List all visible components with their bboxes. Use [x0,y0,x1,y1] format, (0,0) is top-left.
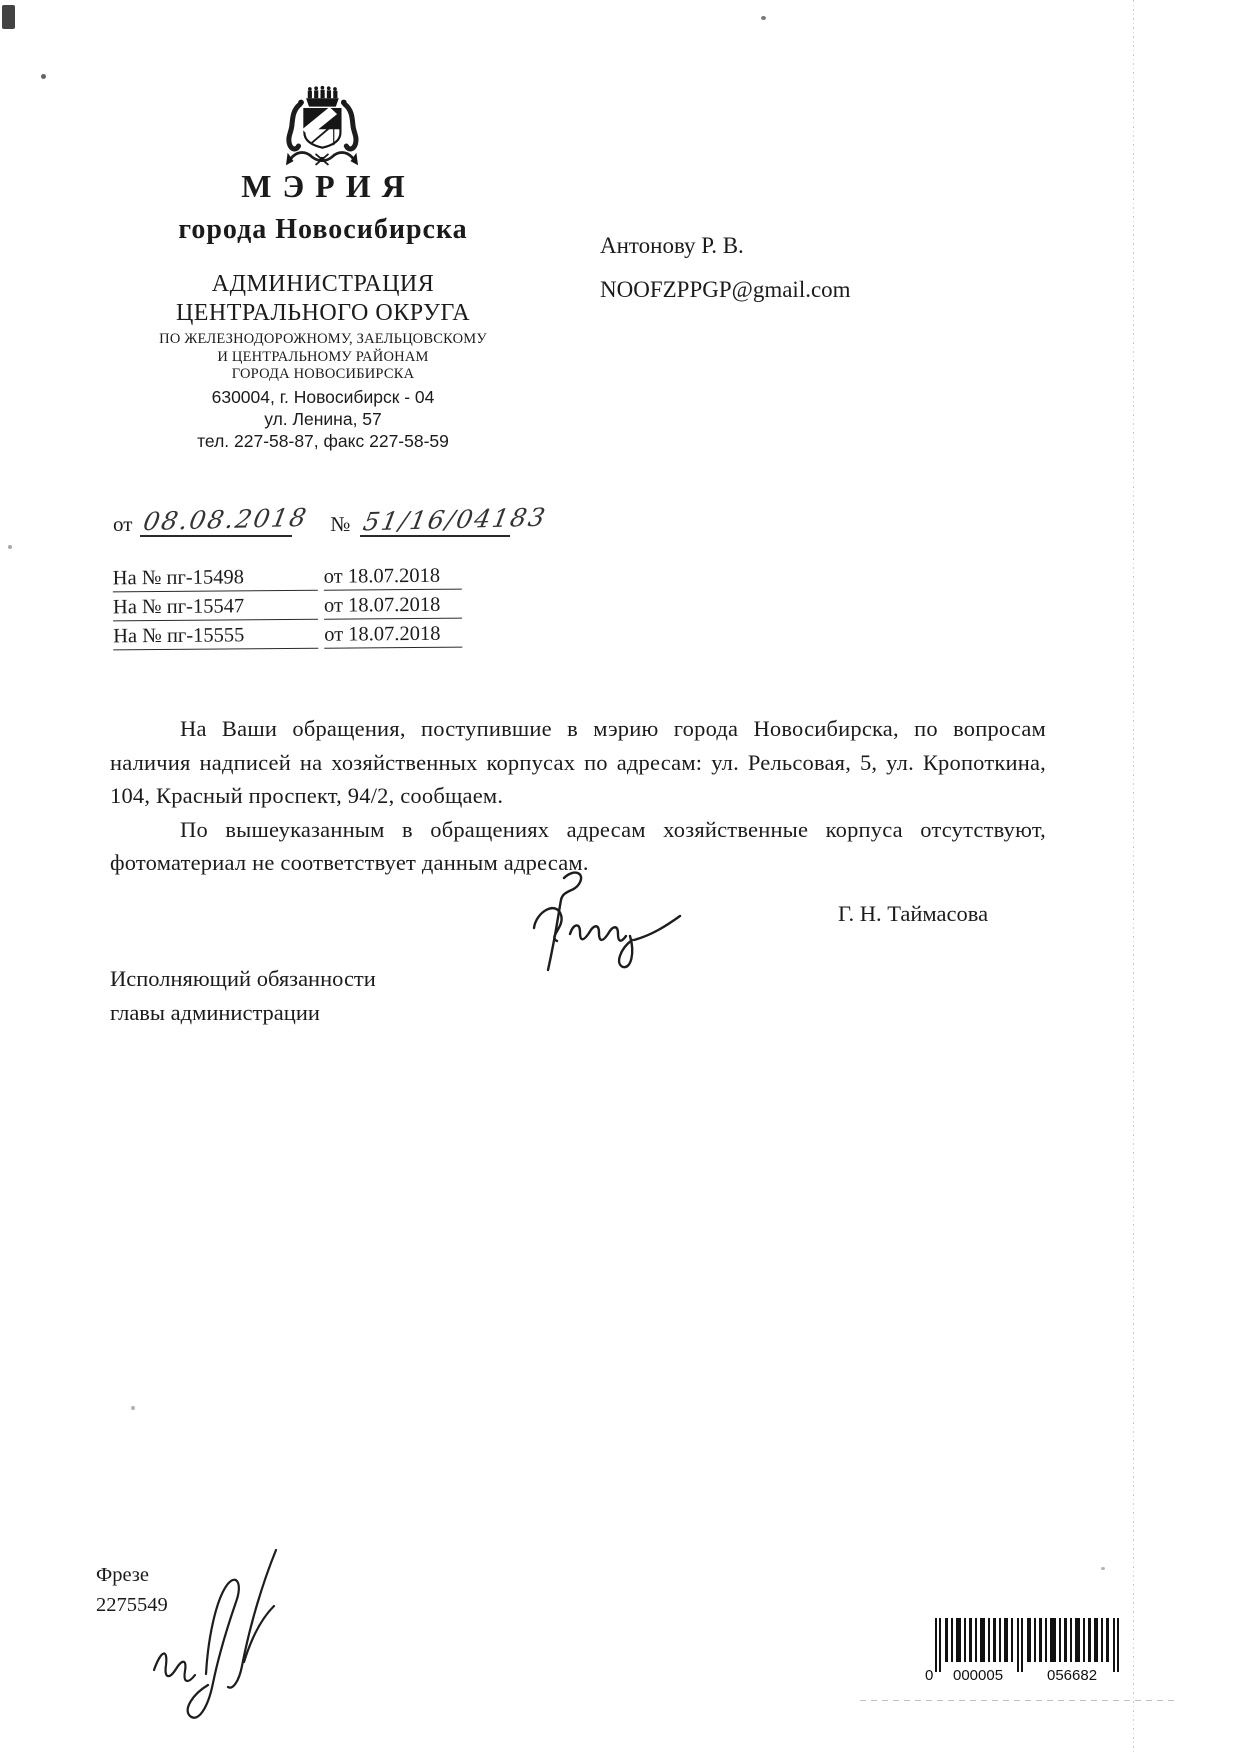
barcode [925,1618,1130,1684]
scan-fold-line-horizontal [860,1700,1178,1701]
recipient-name: Антонову Р. В. [600,233,744,258]
outgoing-number-handwritten: 51/16/04183 [361,502,550,537]
executor-phone: 2275549 [96,1594,168,1616]
body-paragraph-2: По вышеуказанным в обращениях адресам хозяйственные корпуса отсутствуют, фотоматериал не соответствует данным адресам. [110,816,1046,875]
districts-line3: ГОРОДА НОВОСИБИРСКА [231,366,415,382]
barcode-digit-left: 0 [925,1667,934,1684]
signer-name: Г. Н. Таймасова [838,901,989,926]
executor-signature-handwritten [148,1542,328,1727]
reference-number: На № пг-15555 [113,624,318,651]
outgoing-row [113,502,550,537]
letterhead [58,168,588,452]
signer-title-line1: Исполняющий обязанности [110,966,376,991]
barcode-digits-right: 056682 [1047,1667,1098,1684]
scan-speck [41,74,46,79]
reference-row [113,594,462,626]
admin-line1: АДМИНИСТРАЦИЯ [211,271,435,297]
admin-line2: ЦЕНТРАЛЬНОГО ОКРУГА [175,300,471,326]
outgoing-date-label: от [113,512,133,536]
recipient-block [600,224,851,312]
address-phone: тел. 227-58-87, факс 227-58-59 [197,430,449,451]
org-city: города Новосибирска [178,214,468,245]
address-postal: 630004, г. Новосибирск - 04 [211,386,435,407]
org-address [58,386,588,452]
scan-speck [2,5,15,29]
reference-number: На № пг-15498 [113,566,318,593]
districts-line1: ПО ЖЕЛЕЗНОДОРОЖНОМУ, ЗАЕЛЬЦОВСКОМУ [159,331,487,347]
incoming-references [113,565,463,655]
signer-title-line2: главы администрации [110,1000,320,1025]
barcode-digits-mid: 000005 [953,1667,1004,1684]
novosibirsk-coat-of-arms-icon [276,84,368,172]
reference-date: от 18.07.2018 [324,623,462,649]
admin-name [58,270,588,328]
reference-date: от 18.07.2018 [324,565,462,591]
reference-number: На № пг-15547 [113,595,318,622]
scan-speck [1101,1567,1105,1570]
outgoing-date-handwritten: 08.08.2018 [141,502,311,537]
executor-name: Фрезе [96,1564,149,1586]
reference-row [113,565,462,597]
scan-speck [131,1406,135,1410]
reference-date: от 18.07.2018 [324,594,462,620]
org-name: МЭРИЯ [241,168,416,204]
signature-handwritten [512,868,722,980]
outgoing-number-label: № [330,512,351,536]
districts-line2: И ЦЕНТРАЛЬНОМУ РАЙОНАМ [217,348,429,365]
scan-speck [761,16,766,20]
body-paragraph-1: На Ваши обращения, поступившие в мэрию города Новосибирска, по вопросам наличия надписей на хозяйственных корпусах по адресам: ул. Рельсовая, 5, ул. Кропоткина, 104, Красный проспект, 94/2, сообщаем. [110,716,1046,808]
address-street: ул. Ленина, 57 [264,408,382,429]
recipient-email: NOOFZPPGP@gmail.com [600,277,851,302]
signer-title [110,962,376,1030]
scan-speck [8,545,12,549]
scan-fold-line-vertical [1133,0,1134,1754]
districts [58,331,588,384]
letter-body [110,712,1046,880]
reference-row [113,623,462,655]
